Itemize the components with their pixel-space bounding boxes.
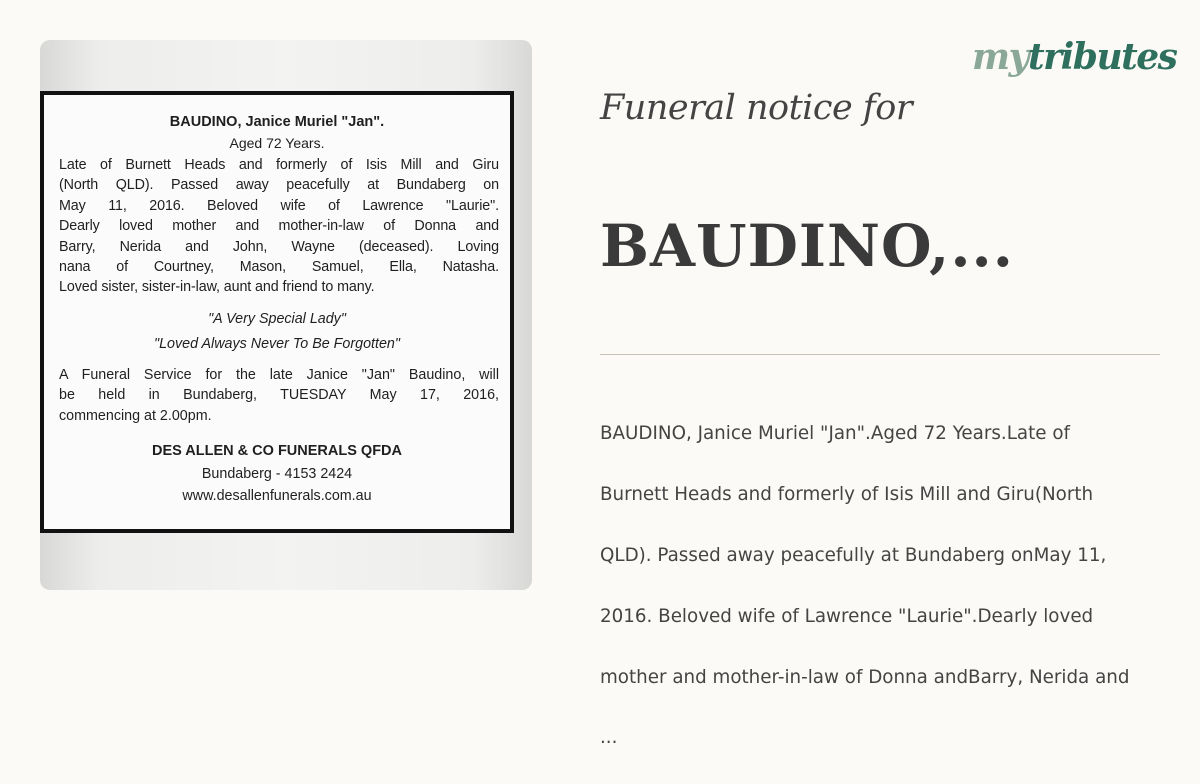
excerpt-line: Burnett Heads and formerly of Isis Mill and Giru(North	[600, 484, 1094, 506]
notice-body-line: Loved sister, sister-in-law, aunt and friend to many.	[59, 279, 375, 296]
director-website: www.desallenfunerals.com.au	[182, 488, 372, 504]
notice-age: Aged 72 Years.	[229, 135, 325, 151]
notice-body-line: Late of Burnett Heads and formerly of Isis Mill and Giru	[59, 157, 499, 173]
logo-my: my	[972, 36, 1029, 78]
notice-body-line: nana of Courtney, Mason, Samuel, Ella, Natasha.	[59, 259, 499, 276]
notice-title: BAUDINO, Janice Muriel "Jan".	[169, 114, 385, 130]
divider	[600, 354, 1160, 355]
director-phone: Bundaberg - 4153 2424	[201, 466, 353, 482]
excerpt-ellipsis: ...	[600, 727, 618, 749]
notice-body	[59, 155, 499, 298]
notice-service-line: be held in Bundaberg, TUESDAY May 17, 2016,	[59, 387, 499, 404]
notice-quote: "Loved Always Never To Be Forgotten"	[154, 336, 400, 352]
notice-service-line: commencing at 2.00pm.	[59, 407, 212, 424]
notice-body-line: (North QLD). Passed away peacefully at Bundaberg on	[59, 177, 499, 194]
funeral-director: DES ALLEN & CO FUNERALS QFDA	[152, 443, 402, 459]
page-subtitle: Funeral notice for	[600, 88, 913, 128]
notice-excerpt	[600, 389, 1190, 784]
notice-image-card[interactable]	[40, 40, 532, 590]
logo-tributes: tributes	[1028, 36, 1177, 78]
notice-service	[59, 365, 499, 426]
notice-body-line: May 11, 2016. Beloved wife of Lawrence "Laurie".	[59, 197, 499, 214]
notice-service-line: A Funeral Service for the late Janice "Jan" Baudino, will	[59, 367, 499, 383]
deceased-name: BAUDINO,...	[600, 212, 1014, 280]
excerpt-line: mother and mother-in-law of Donna andBarry, Nerida and	[600, 666, 1130, 688]
notice-body-line: Barry, Nerida and John, Wayne (deceased). Loving	[59, 238, 499, 255]
excerpt-line: 2016. Beloved wife of Lawrence "Laurie".Dearly loved	[600, 605, 1094, 627]
mytributes-logo[interactable]	[972, 36, 1176, 78]
funeral-notice	[40, 91, 514, 533]
excerpt-line: BAUDINO, Janice Muriel "Jan".Aged 72 Years.Late of	[600, 423, 1070, 445]
notice-quote: "A Very Special Lady"	[208, 311, 346, 327]
notice-body-line: Dearly loved mother and mother-in-law of Donna and	[59, 218, 499, 235]
excerpt-line: QLD). Passed away peacefully at Bundaberg onMay 11,	[600, 545, 1107, 567]
